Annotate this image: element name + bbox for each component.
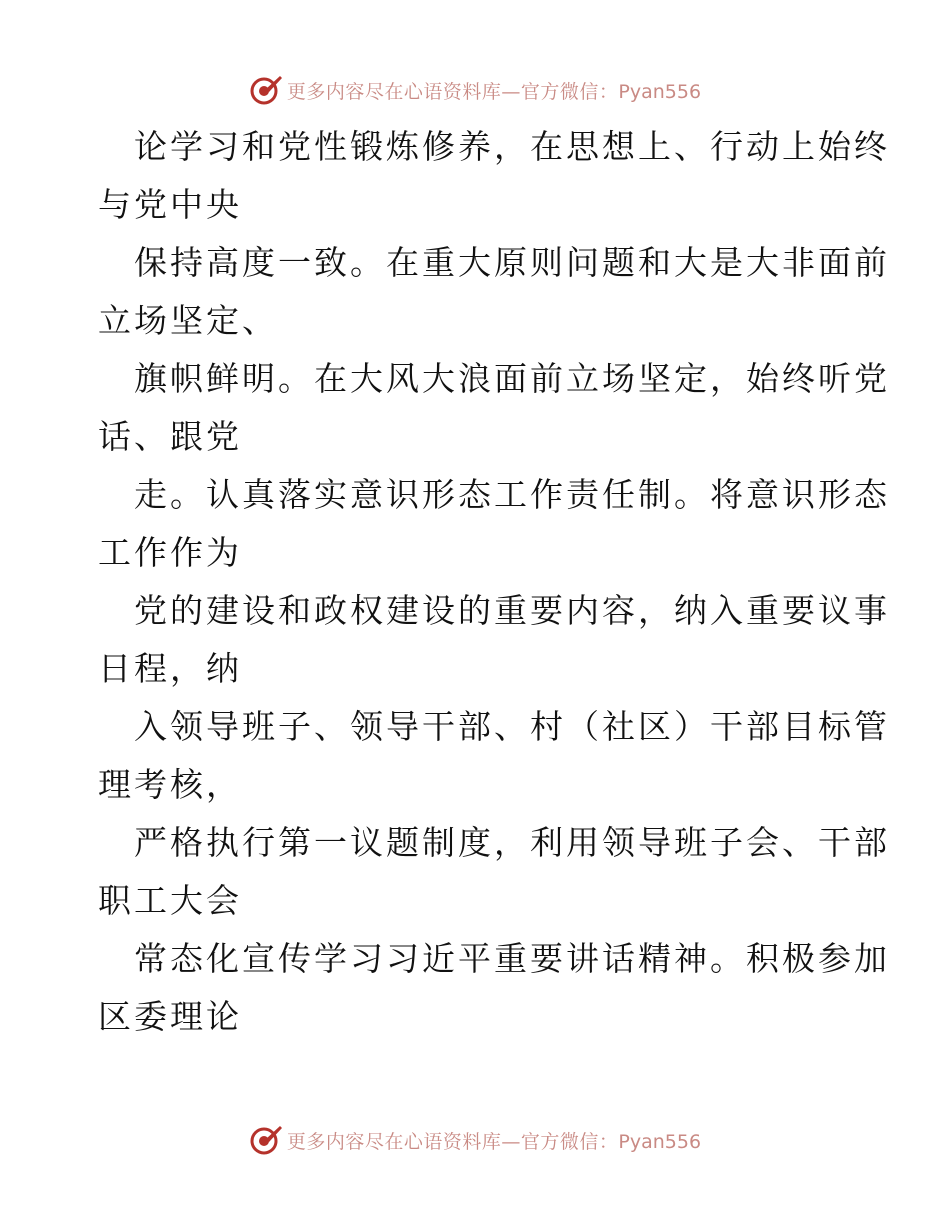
body-line: 走。认真落实意识形态工作责任制。将意识形态: [134, 475, 890, 514]
body-line: 保持高度一致。在重大原则问题和大是大非面前: [134, 243, 890, 282]
body-line: 与党中央: [98, 185, 242, 224]
document-body: [98, 118, 890, 1046]
footer-watermark-label: 更多内容尽在心语资料库—官方微信：: [286, 1130, 619, 1153]
body-line: 论学习和党性锻炼修养，在思想上、行动上始终: [134, 127, 890, 166]
header-watermark-label: 更多内容尽在心语资料库—官方微信：: [286, 80, 619, 103]
header-watermark-text: [287, 77, 701, 104]
footer-watermark-text: [287, 1127, 701, 1154]
header-watermark: [0, 70, 950, 110]
body-line: 旗帜鲜明。在大风大浪面前立场坚定，始终听党: [134, 359, 890, 398]
body-line: 职工大会: [98, 881, 242, 920]
body-line: 工作作为: [98, 533, 242, 572]
body-line: 入领导班子、领导干部、村（社区）干部目标管: [134, 707, 890, 746]
body-line: 严格执行第一议题制度，利用领导班子会、干部: [134, 823, 890, 862]
body-line: 党的建设和政权建设的重要内容，纳入重要议事: [134, 591, 890, 630]
header-watermark-id: Pyan556: [618, 80, 702, 103]
footer-watermark: [0, 1120, 950, 1160]
body-line: 区委理论: [98, 997, 242, 1036]
body-line: 理考核，: [98, 765, 242, 804]
body-line: 常态化宣传学习习近平重要讲话精神。积极参加: [134, 939, 890, 978]
body-line: 话、跟党: [98, 417, 242, 456]
pen-circle-logo-icon: [249, 73, 283, 107]
body-line: 日程，纳: [98, 649, 242, 688]
pen-circle-logo-icon: [249, 1123, 283, 1157]
body-line: 立场坚定、: [98, 301, 278, 340]
footer-watermark-id: Pyan556: [618, 1130, 702, 1153]
